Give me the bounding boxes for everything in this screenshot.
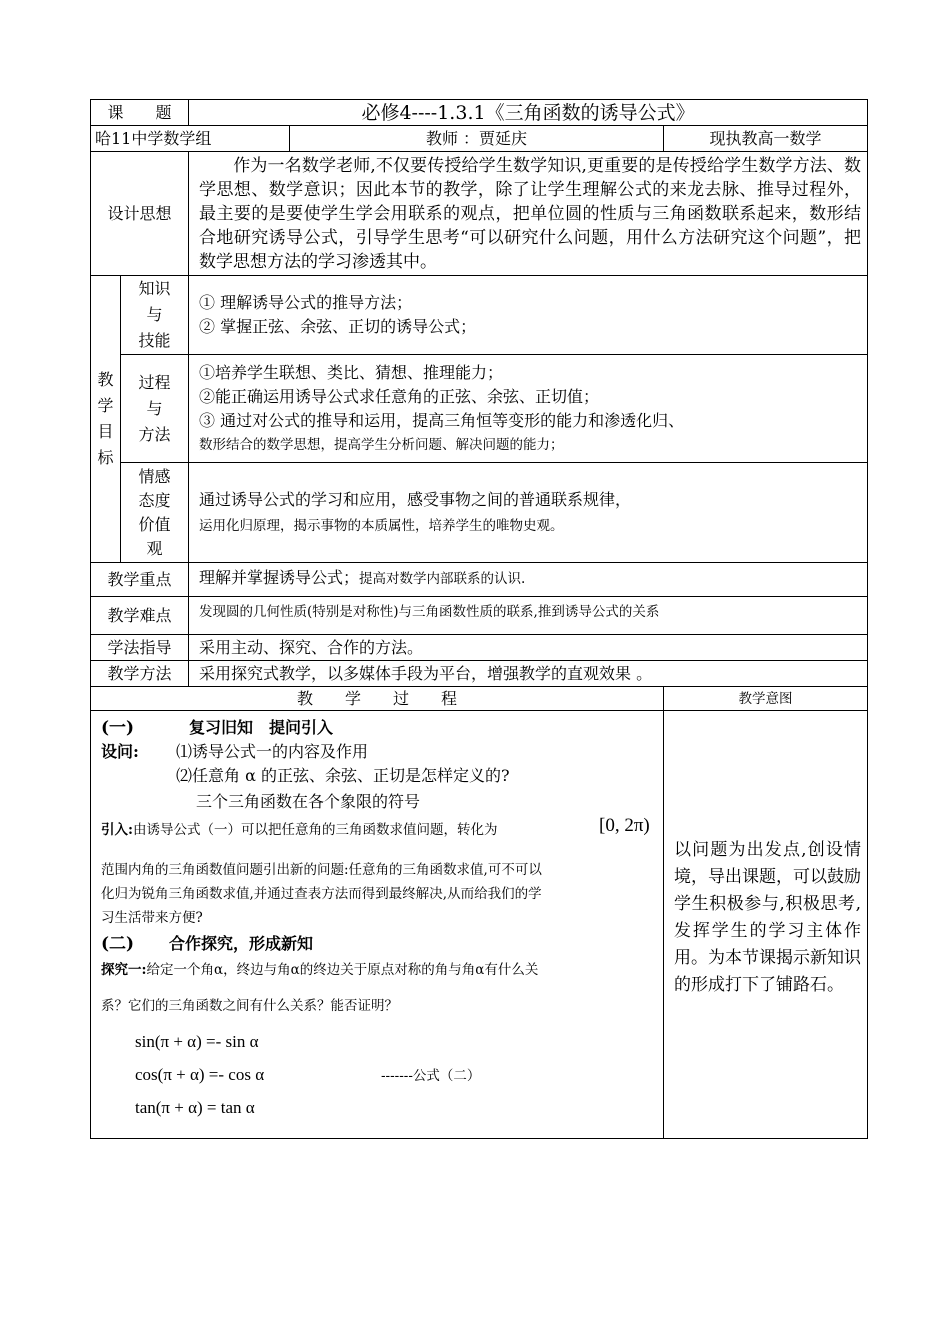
process-method-label: 过程 与 方法 xyxy=(121,355,189,463)
goals-label: 教 学 目 标 xyxy=(91,276,121,563)
key-point-label: 教学重点 xyxy=(91,563,189,597)
learning-label: 学法指导 xyxy=(91,635,189,661)
section-one-title: 复习旧知 提问引入 xyxy=(189,718,334,737)
intro-continued-2: 化归为锐角三角函数求值,并通过查表方法而得到最终解决,从而给我们的学 xyxy=(101,886,542,902)
intro-continued-3: 习生活带来方便? xyxy=(101,910,203,926)
difficulty-label: 教学难点 xyxy=(91,597,189,635)
lesson-plan xyxy=(90,99,867,1139)
process-header: 教 学 过 程 xyxy=(91,687,664,711)
intent-text: 以问题为出发点,创设情境，导出课题，可以鼓励学生积极参与,积极思考,发挥学生的学习主体作用。为本节课揭示新知识的形成打下了铺路石。 xyxy=(674,840,862,995)
question-2: ⑵任意角 α 的正弦、余弦、正切是怎样定义的? xyxy=(176,766,510,785)
formula-sin: sin(π + α) =- sin α xyxy=(135,1032,259,1051)
knowledge-goals: ① 理解诱导公式的推导方法； ② 掌握正弦、余弦、正切的诱导公式； xyxy=(189,276,868,355)
intent-cell xyxy=(664,711,868,1139)
intent-header: 教学意图 xyxy=(664,687,868,711)
subject-label: 课 题 xyxy=(91,100,189,126)
formula-cos: cos(π + α) =- cos α xyxy=(135,1065,265,1084)
teacher-position: 现执教高一数学 xyxy=(664,126,868,152)
difficulty-text: 发现圆的几何性质(特别是对称性)与三角函数性质的联系,推到诱导公式的关系 xyxy=(189,597,868,635)
lesson-title: 必修4----1.3.1《三角函数的诱导公式》 xyxy=(189,100,868,126)
design-text: 作为一名数学老师,不仅要传授给学生数学知识,更重要的是传授给学生数学方法、数学思想、数学意识；因此本节的教学，除了让学生理解公式的来龙去脉、推导过程外，最主要的是要使学生学会用联系的观点，把单位圆的性质与三角函数联系起来，数形结合地研究诱导公式，引导学生思考“可以研究什么问题，用什么方法研究这个问题”，把数学思想方法的学习渗透其中。 xyxy=(189,152,868,276)
method-text: 采用探究式教学，以多媒体手段为平台，增强教学的直观效果 。 xyxy=(189,661,868,687)
intro-continued-1: 范围内角的三角函数值问题引出新的问题:任意角的三角函数求值,可不可以 xyxy=(101,862,542,878)
formula-note: -------公式（二） xyxy=(381,1068,481,1084)
explore-line: 探究一:给定一个角α，终边与角α的终边关于原点对称的角与角α有什么关 xyxy=(101,962,539,978)
emotion-goals: 通过诱导公式的学习和应用，感受事物之间的普通联系规律， 运用化归原理，揭示事物的本质属性，培养学生的唯物史观。 xyxy=(189,463,868,563)
process-content xyxy=(91,711,664,1139)
teacher-name: 教师 ：贾延庆 xyxy=(290,126,664,152)
school-group: 哈11中学数学组 xyxy=(91,126,290,152)
question-label: 设问: xyxy=(101,742,139,761)
question-1: ⑴诱导公式一的内容及作用 xyxy=(176,742,369,761)
method-label: 教学方法 xyxy=(91,661,189,687)
intro-line: 引入:由诱导公式（一）可以把任意角的三角函数求值问题，转化为 xyxy=(101,822,498,838)
key-point-text: 理解并掌握诱导公式；提高对数学内部联系的认识. xyxy=(189,563,868,597)
emotion-label: 情感 态度 价值 观 xyxy=(121,463,189,563)
learning-text: 采用主动、探究、合作的方法。 xyxy=(189,635,868,661)
lesson-plan-table xyxy=(90,99,868,1139)
section-one-number: (一) xyxy=(101,718,135,738)
process-goals: ①培养学生联想、类比、猜想、推理能力； ②能正确运用诱导公式求任意角的正弦、余弦、正切值； ③ 通过对公式的推导和运用，提高三角恒等变形的能力和渗透化归、 数形结合的数学思想，提高学生分析问题、解决问题的能力； xyxy=(189,355,868,463)
section-two-title: 合作探究，形成新知 xyxy=(169,934,314,953)
design-label: 设计思想 xyxy=(91,152,189,276)
section-two-number: (二) xyxy=(101,934,135,954)
explore-continued: 系？它们的三角函数之间有什么关系？能否证明？ xyxy=(101,998,398,1014)
interval-formula: [0, 2π) xyxy=(599,815,650,836)
question-3: 三个三角函数在各个象限的符号 xyxy=(196,792,421,811)
formula-tan: tan(π + α) = tan α xyxy=(135,1098,255,1117)
knowledge-label: 知识 与 技能 xyxy=(121,276,189,355)
